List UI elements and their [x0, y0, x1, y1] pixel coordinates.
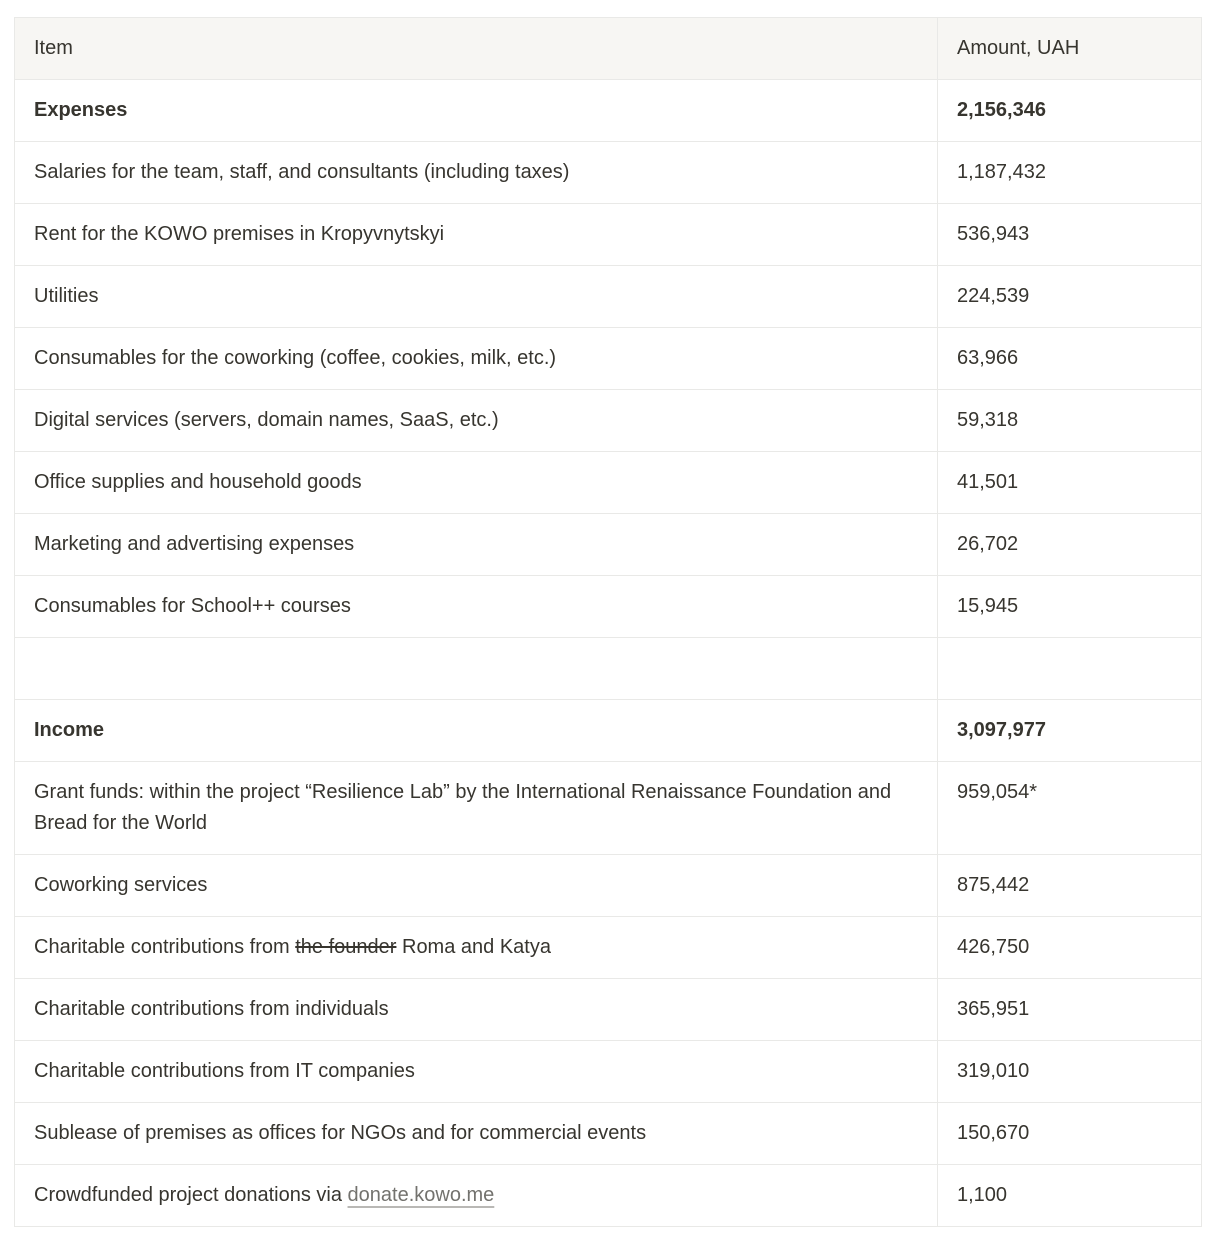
- item-cell: Consumables for School++ courses: [15, 576, 938, 638]
- table-row: [15, 80, 1202, 142]
- amount-cell: [938, 638, 1202, 700]
- item-cell: Rent for the KOWO premises in Kropyvnytskyi: [15, 204, 938, 266]
- item-cell: Office supplies and household goods: [15, 452, 938, 514]
- item-cell: Grant funds: within the project “Resilience Lab” by the International Renaissance Foundation and Bread for the World: [15, 762, 938, 855]
- item-cell: Utilities: [15, 266, 938, 328]
- item-cell: [15, 638, 938, 700]
- amount-cell: 41,501: [938, 452, 1202, 514]
- amount-cell: 59,318: [938, 390, 1202, 452]
- item-cell: Consumables for the coworking (coffee, cookies, milk, etc.): [15, 328, 938, 390]
- amount-cell: 2,156,346: [938, 80, 1202, 142]
- item-cell: Sublease of premises as offices for NGOs and for commercial events: [15, 1103, 938, 1165]
- finance-table-container: [14, 17, 1201, 1227]
- table-row: [15, 514, 1202, 576]
- item-cell: [15, 917, 938, 979]
- table-row: [15, 1041, 1202, 1103]
- table-row: [15, 142, 1202, 204]
- table-row: [15, 1165, 1202, 1227]
- amount-cell: 224,539: [938, 266, 1202, 328]
- table-row: [15, 700, 1202, 762]
- table-row: [15, 328, 1202, 390]
- amount-cell: 426,750: [938, 917, 1202, 979]
- amount-cell: 1,187,432: [938, 142, 1202, 204]
- amount-cell: 3,097,977: [938, 700, 1202, 762]
- item-text: Charitable contributions from: [34, 936, 296, 958]
- item-text: Roma and Katya: [396, 936, 551, 958]
- column-header-amount: Amount, UAH: [938, 18, 1202, 80]
- item-cell: Digital services (servers, domain names, SaaS, etc.): [15, 390, 938, 452]
- item-cell: Income: [15, 700, 938, 762]
- table-row: [15, 452, 1202, 514]
- amount-cell: 26,702: [938, 514, 1202, 576]
- amount-cell: 536,943: [938, 204, 1202, 266]
- header-row: [15, 18, 1202, 80]
- amount-cell: 959,054*: [938, 762, 1202, 855]
- table-row: [15, 390, 1202, 452]
- table-row: [15, 762, 1202, 855]
- item-cell: Charitable contributions from IT companies: [15, 1041, 938, 1103]
- table-row: [15, 576, 1202, 638]
- table-row: [15, 266, 1202, 328]
- item-cell: Charitable contributions from individuals: [15, 979, 938, 1041]
- item-cell: [15, 1165, 938, 1227]
- amount-cell: 875,442: [938, 855, 1202, 917]
- donate-link[interactable]: donate.kowo.me: [347, 1184, 495, 1206]
- table-row: [15, 855, 1202, 917]
- finance-table: [14, 17, 1202, 1227]
- amount-cell: 63,966: [938, 328, 1202, 390]
- table-row: [15, 917, 1202, 979]
- column-header-item: Item: [15, 18, 938, 80]
- table-row: [15, 979, 1202, 1041]
- item-cell: Coworking services: [15, 855, 938, 917]
- table-row: [15, 204, 1202, 266]
- table-body: [15, 80, 1202, 1227]
- amount-cell: 150,670: [938, 1103, 1202, 1165]
- item-cell: Expenses: [15, 80, 938, 142]
- item-cell: Marketing and advertising expenses: [15, 514, 938, 576]
- amount-cell: 15,945: [938, 576, 1202, 638]
- item-cell: Salaries for the team, staff, and consultants (including taxes): [15, 142, 938, 204]
- amount-cell: 319,010: [938, 1041, 1202, 1103]
- amount-cell: 365,951: [938, 979, 1202, 1041]
- spacer-row: [15, 638, 1202, 700]
- table-row: [15, 1103, 1202, 1165]
- item-text: Crowdfunded project donations via: [34, 1184, 348, 1206]
- amount-cell: 1,100: [938, 1165, 1202, 1227]
- strikethrough-text: the founder: [295, 936, 397, 958]
